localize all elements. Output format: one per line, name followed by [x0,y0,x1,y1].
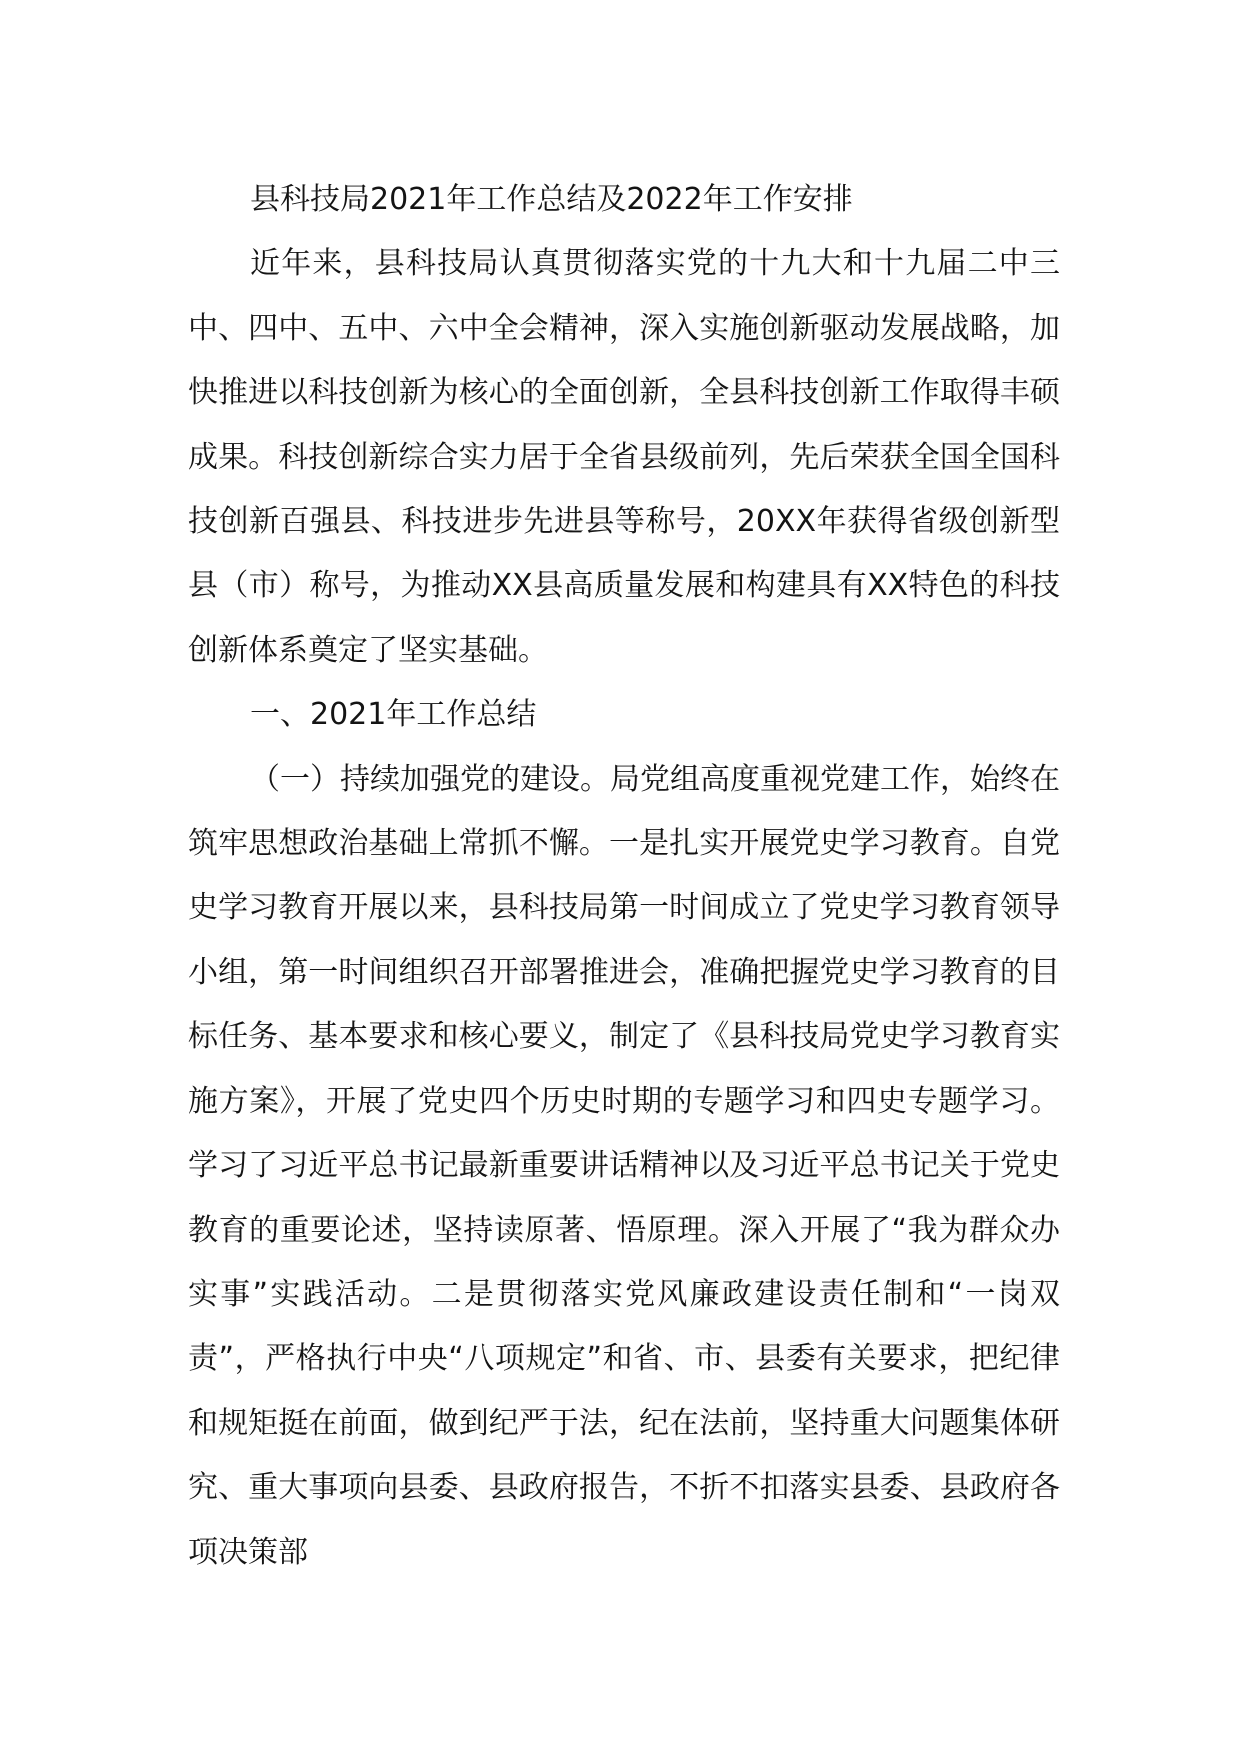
document-body [188,168,1060,1585]
intro-paragraph: 近年来，县科技局认真贯彻落实党的十九大和十九届二中三中、四中、五中、六中全会精神，深入实施创新驱动发展战略，加快推进以科技创新为核心的全面创新，全县科技创新工作取得丰硕成果。科技创新综合实力居于全省县级前列，先后荣获全国全国科技创新百强县、科技进步先进县等称号，20XX年获得省级创新型县（市）称号，为推动XX县高质量发展和构建具有XX特色的科技创新体系奠定了坚实基础。 [188,246,1060,668]
subsection-paragraph-1: （一）持续加强党的建设。局党组高度重视党建工作，始终在筑牢思想政治基础上常抓不懈。一是扎实开展党史学习教育。自党史学习教育开展以来，县科技局第一时间成立了党史学习教育领导小组，第一时间组织召开部署推进会，准确把握党史学习教育的目标任务、基本要求和核心要义，制定了《县科技局党史学习教育实施方案》，开展了党史四个历史时期的专题学习和四史专题学习。学习了习近平总书记最新重要讲话精神以及习近平总书记关于党史教育的重要论述，坚持读原著、悟原理。深入开展了“我为群众办实事”实践活动。二是贯彻落实党风廉政建设责任制和“一岗双责”，严格执行中央“八项规定”和省、市、县委有关要求，把纪律和规矩挺在前面，做到纪严于法，纪在法前，坚持重大问题集体研究、重大事项向县委、县政府报告，不折不扣落实县委、县政府各项决策部 [188,761,1060,1570]
document-title: 县科技局2021年工作总结及2022年工作安排 [250,182,853,217]
section-heading-1: 一、2021年工作总结 [250,697,537,733]
